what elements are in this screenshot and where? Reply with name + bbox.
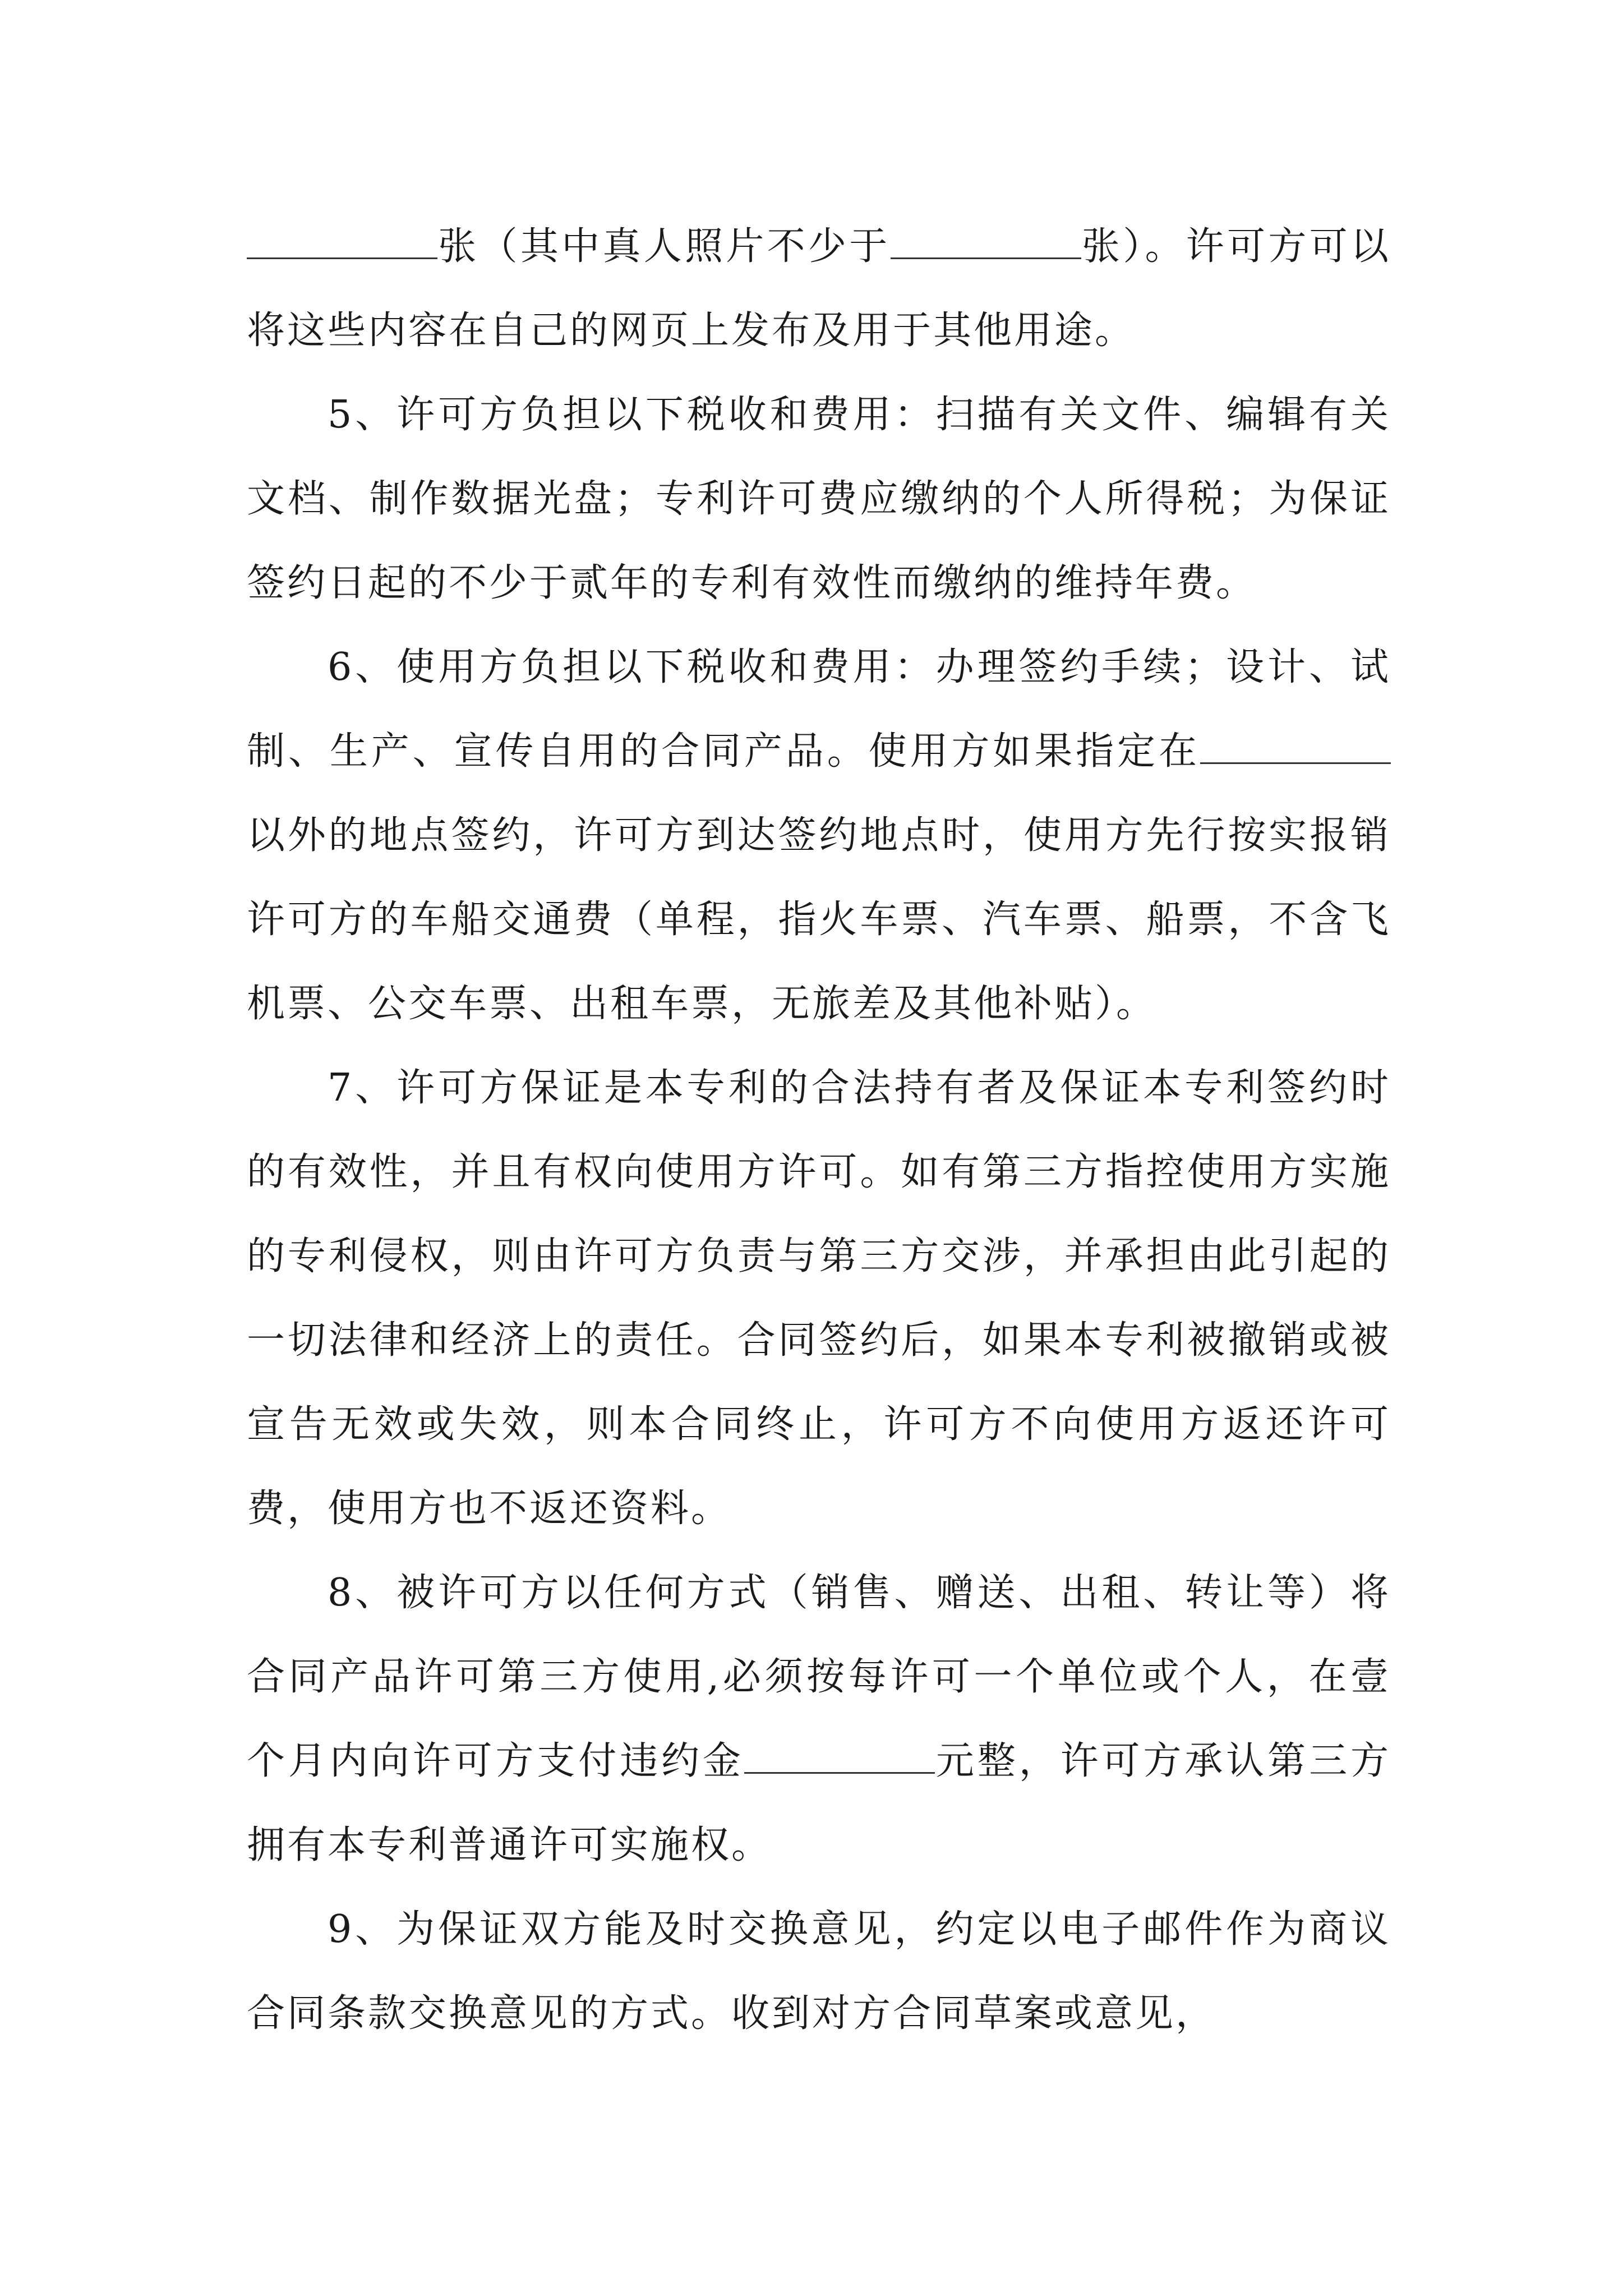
paragraph-clause-9 [247, 1888, 1391, 2056]
blank-line [247, 224, 437, 259]
paragraph-text: 9、为保证双方能及时交换意见，约定以电子邮件作为商议合同条款交换意见的方式。收到对方合同草案或意见， [247, 1907, 1391, 2036]
paragraph-text: 张（其中真人照片不少于 [437, 224, 891, 269]
paragraph-text: 以外的地点签约，许可方到达签约地点时，使用方先行按实报销许可方的车船交通费（单程，指火车票、汽车票、船票，不含飞机票、公交车票、出租车票，无旅差及其他补贴）。 [247, 813, 1391, 1026]
paragraph-text: 6、使用方负担以下税收和费用：办理签约手续；设计、试制、生产、宣传自用的合同产品。使用方如果指定在 [247, 645, 1391, 774]
paragraph-4-continued [247, 205, 1391, 373]
paragraph-clause-8 [247, 1551, 1391, 1888]
paragraph-text: 张）。许可方可以将这些内容在自己的网页上发布及用于其他用途。 [247, 224, 1391, 353]
paragraph-clause-7 [247, 1046, 1391, 1551]
paragraph-text: 5、许可方负担以下税收和费用：扫描有关文件、编辑有关文档、制作数据光盘；专利许可费应缴纳的个人所得税；为保证签约日起的不少于贰年的专利有效性而缴纳的维持年费。 [247, 393, 1391, 605]
document-body [247, 205, 1391, 2056]
paragraph-clause-5 [247, 373, 1391, 625]
blank-line [891, 224, 1081, 259]
blank-line [744, 1738, 935, 1774]
paragraph-text: 7、许可方保证是本专利的合法持有者及保证本专利签约时的有效性，并且有权向使用方许可。如有第三方指控使用方实施的专利侵权，则由许可方负责与第三方交涉，并承担由此引起的一切法律和经济上的责任。合同签约后，如果本专利被撤销或被宣告无效或失效，则本合同终止，许可方不向使用方返还许可费，使用方也不返还资料。 [247, 1066, 1391, 1531]
paragraph-clause-6 [247, 625, 1391, 1046]
paragraph-text: 元整，许可方承认第三方拥有本专利普通许可实施权。 [247, 1739, 1391, 1867]
blank-line [1200, 729, 1391, 764]
paragraph-text: 8、被许可方以任何方式（销售、赠送、出租、转让等）将合同产品许可第三方使用,必须按每许可一个单位或个人，在壹个月内向许可方支付违约金 [247, 1571, 1391, 1783]
